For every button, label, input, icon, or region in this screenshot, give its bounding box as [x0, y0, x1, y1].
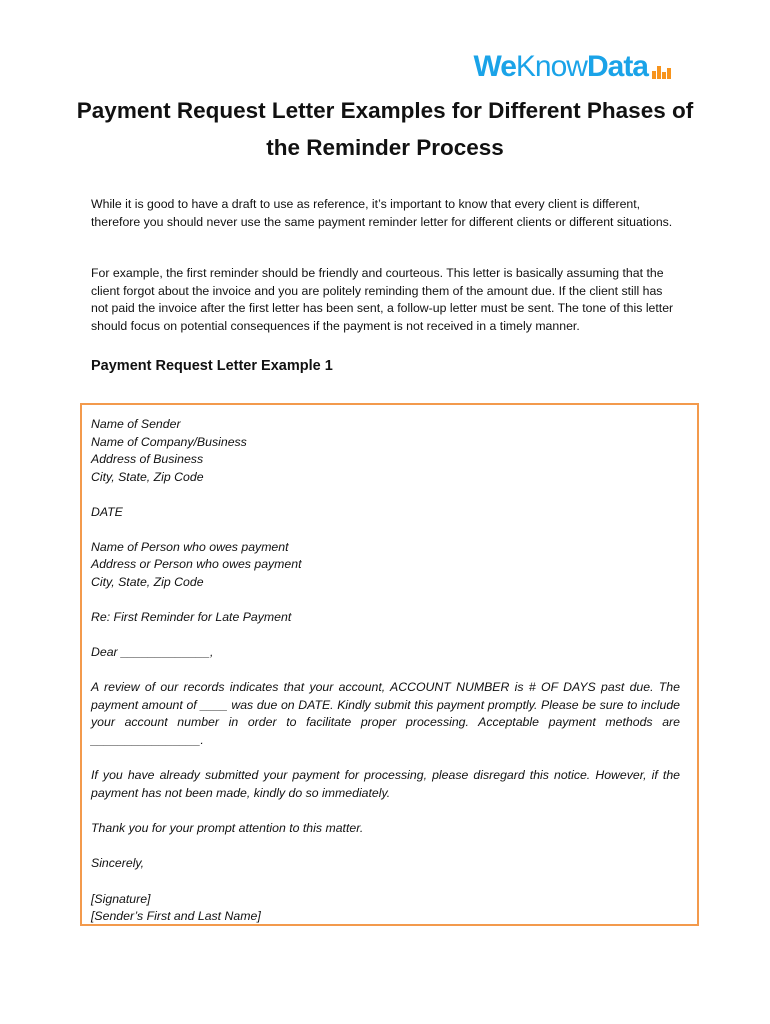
letter-body-paragraph-1: A review of our records indicates that your account, ACCOUNT NUMBER is # OF DAYS past due. The payment amount of ____ was due on DATE. Kindly submit this payment promptly. Please be sure to include your account number in order to facilitate proper processing. Acceptable payment methods are ________________.	[91, 680, 680, 747]
closing-line: Sincerely,	[91, 856, 145, 870]
bar-chart-icon	[652, 66, 672, 79]
re-line: Re: First Reminder for Late Payment	[91, 609, 292, 624]
intro-paragraph-2: For example, the first reminder should be friendly and courteous. This letter is basically assuming that the client forgot about the invoice and you are politely reminding them of the amount due. If the client still has not paid the invoice after the first letter has been sent, a follow-up letter must be sent. The tone of this letter should focus on potential consequences if the payment is not received in a timely manner.	[91, 266, 674, 333]
date-line: DATE	[91, 504, 123, 519]
recipient-city-line: City, State, Zip Code	[91, 574, 204, 589]
weknowdata-logo	[473, 52, 672, 82]
sender-address-line: Address of Business	[91, 452, 204, 466]
example-heading: Payment Request Letter Example 1	[91, 358, 333, 374]
logo-we: We	[473, 50, 516, 83]
signature-line: [Signature]	[91, 891, 151, 906]
sender-name-line: Name of Sender	[91, 417, 181, 431]
intro-paragraph-1: While it is good to have a draft to use as reference, it’s important to know that every client is different, therefore you should never use the same payment reminder letter for different clients or different situations.	[91, 197, 673, 229]
greeting-line: Dear _____________,	[91, 645, 214, 659]
logo-data: Data	[586, 50, 648, 83]
recipient-name-line: Name of Person who owes payment	[91, 539, 289, 554]
logo-know: Know	[515, 50, 587, 83]
sender-city-line: City, State, Zip Code	[91, 469, 204, 484]
sender-full-name-line: [Sender’s First and Last Name]	[91, 909, 261, 923]
recipient-address-line: Address or Person who owes payment	[91, 557, 302, 571]
sender-company-line: Name of Company/Business	[91, 434, 247, 449]
page-title: Payment Request Letter Examples for Different Phases of the Reminder Process	[76, 98, 694, 160]
thanks-line: Thank you for your prompt attention to this matter.	[91, 821, 364, 835]
letter-body-paragraph-2: If you have already submitted your payment for processing, please disregard this notice. However, if the payment has not been made, kindly do so immediately.	[91, 768, 680, 800]
